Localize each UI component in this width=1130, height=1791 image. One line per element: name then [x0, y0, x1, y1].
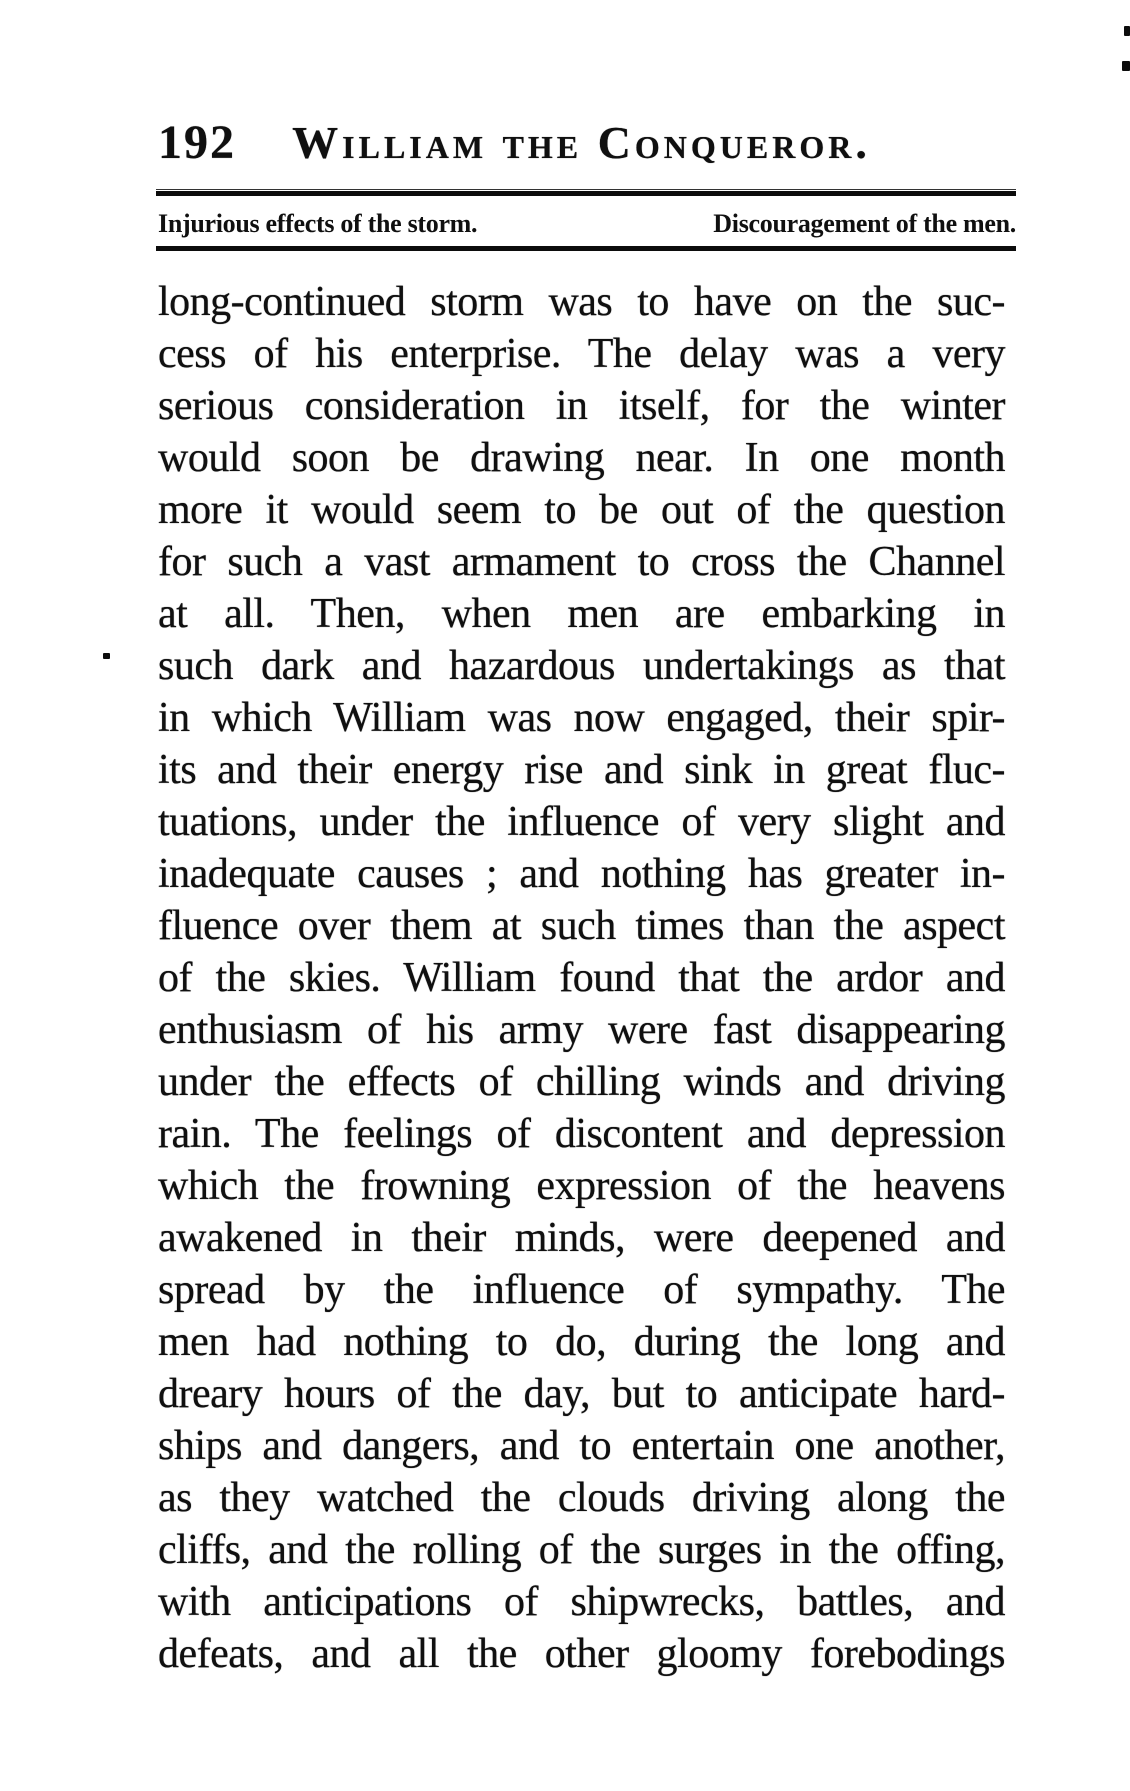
running-title: William the Conqueror. — [292, 117, 871, 168]
scan-speck — [103, 653, 110, 659]
text-line: such dark and hazardous undertakings as that — [158, 643, 1005, 689]
text-line: at all. Then, when men are embarking in — [158, 591, 1005, 637]
scan-speck — [1122, 61, 1130, 71]
text-line: more it would seem to be out of the question — [158, 487, 1005, 533]
page-header — [158, 118, 1005, 168]
text-line: which the frowning expression of the heavens — [158, 1163, 1005, 1209]
running-head-right: Discouragement of the men. — [713, 209, 1016, 238]
text-line: cliffs, and the rolling of the surges in the offing, — [158, 1527, 1005, 1573]
text-line: would soon be drawing near. In one month — [158, 435, 1005, 481]
text-line: under the effects of chilling winds and driving — [158, 1059, 1005, 1105]
text-line: defeats, and all the other gloomy forebodings — [158, 1631, 1005, 1677]
text-line: in which William was now engaged, their spir- — [158, 695, 1005, 741]
text-line: men had nothing to do, during the long and — [158, 1319, 1005, 1365]
text-line: with anticipations of shipwrecks, battles, and — [158, 1579, 1005, 1625]
text-line: awakened in their minds, were deepened and — [158, 1215, 1005, 1261]
text-line: its and their energy rise and sink in great fluc- — [158, 747, 1005, 793]
text-line: serious consideration in itself, for the winter — [158, 383, 1005, 429]
text-line: fluence over them at such times than the aspect — [158, 903, 1005, 949]
running-heads — [158, 209, 1016, 239]
text-line: dreary hours of the day, but to anticipate hard- — [158, 1371, 1005, 1417]
text-line: rain. The feelings of discontent and depression — [158, 1111, 1005, 1157]
header-rule-top — [156, 190, 1016, 196]
running-head-left: Injurious effects of the storm. — [158, 209, 478, 238]
body-text — [158, 276, 1005, 1680]
text-line: tuations, under the influence of very slight and — [158, 799, 1005, 845]
text-line: inadequate causes ; and nothing has greater in- — [158, 851, 1005, 897]
page-number: 192 — [158, 116, 236, 169]
scan-speck — [1124, 26, 1130, 36]
text-line: ships and dangers, and to entertain one another, — [158, 1423, 1005, 1469]
header-rule-bottom — [156, 246, 1016, 251]
text-line: of the skies. William found that the ardor and — [158, 955, 1005, 1001]
text-line: spread by the influence of sympathy. The — [158, 1267, 1005, 1313]
text-line: cess of his enterprise. The delay was a very — [158, 331, 1005, 377]
text-line: for such a vast armament to cross the Channel — [158, 539, 1005, 585]
text-line: enthusiasm of his army were fast disappearing — [158, 1007, 1005, 1053]
text-line: as they watched the clouds driving along the — [158, 1475, 1005, 1521]
text-line: long-continued storm was to have on the suc- — [158, 279, 1005, 325]
